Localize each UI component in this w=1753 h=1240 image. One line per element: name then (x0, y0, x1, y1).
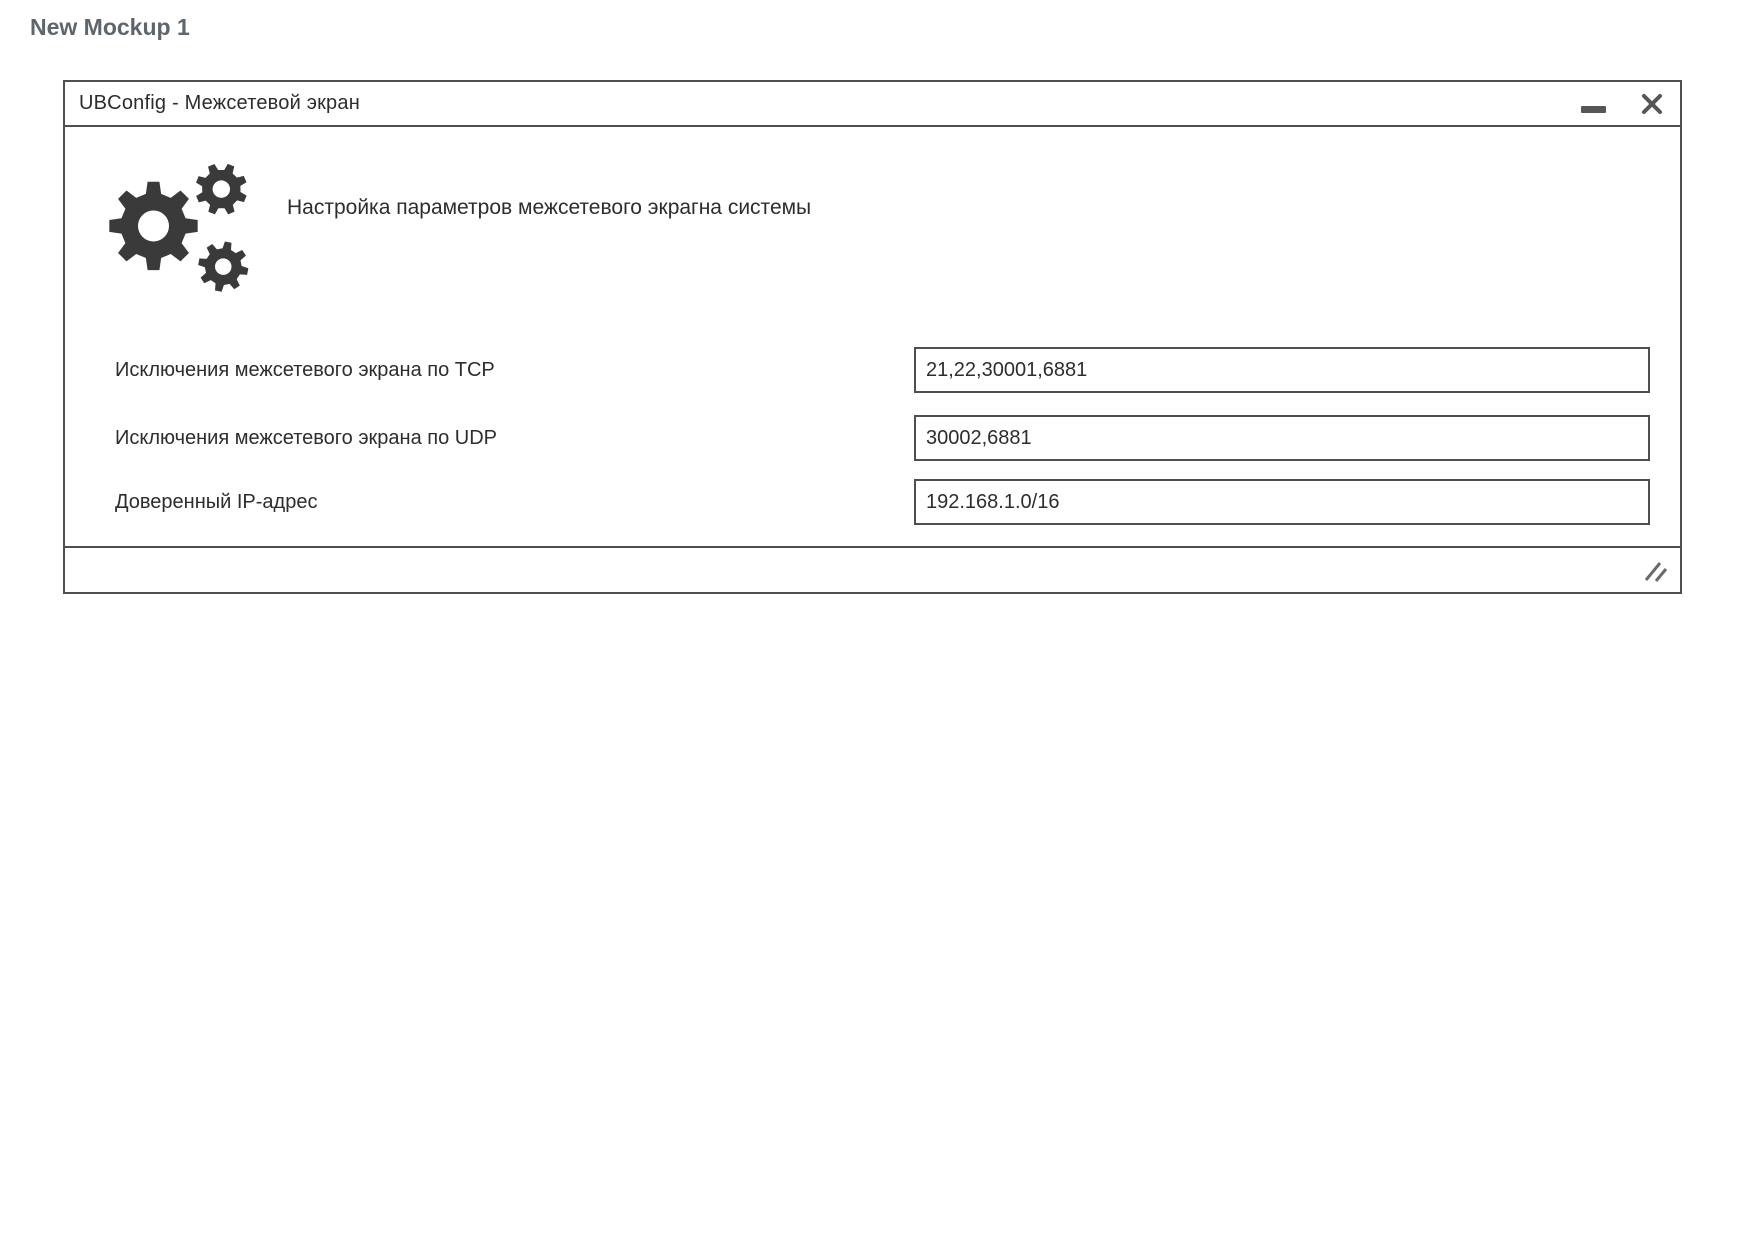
close-button[interactable] (1638, 90, 1666, 118)
field-row-tcp-exceptions (115, 347, 1650, 393)
window-controls (1578, 89, 1666, 119)
field-row-trusted-ip (115, 479, 1650, 525)
udp-exceptions-input[interactable] (914, 415, 1650, 461)
close-icon (1640, 92, 1664, 116)
trusted-ip-input[interactable] (914, 479, 1650, 525)
field-row-udp-exceptions (115, 415, 1650, 461)
gears-icon (107, 150, 262, 298)
trusted-ip-label: Доверенный IP-адрес (115, 490, 318, 513)
page-title: New Mockup 1 (30, 14, 190, 40)
resize-grip-icon[interactable] (1642, 558, 1670, 584)
tcp-exceptions-label: Исключения межсетевого экрана по TCP (115, 358, 495, 381)
ubconfig-window (63, 80, 1682, 594)
window-title: UBConfig - Межсетевой экран (79, 92, 360, 114)
udp-exceptions-label: Исключения межсетевого экрана по UDP (115, 426, 497, 449)
window-description: Настройка параметров межсетевого экрагна системы (287, 196, 812, 219)
window-statusbar (65, 546, 1680, 592)
tcp-exceptions-input[interactable] (914, 347, 1650, 393)
minimize-icon (1581, 106, 1606, 113)
window-titlebar[interactable] (65, 82, 1680, 127)
minimize-button[interactable] (1578, 89, 1608, 119)
